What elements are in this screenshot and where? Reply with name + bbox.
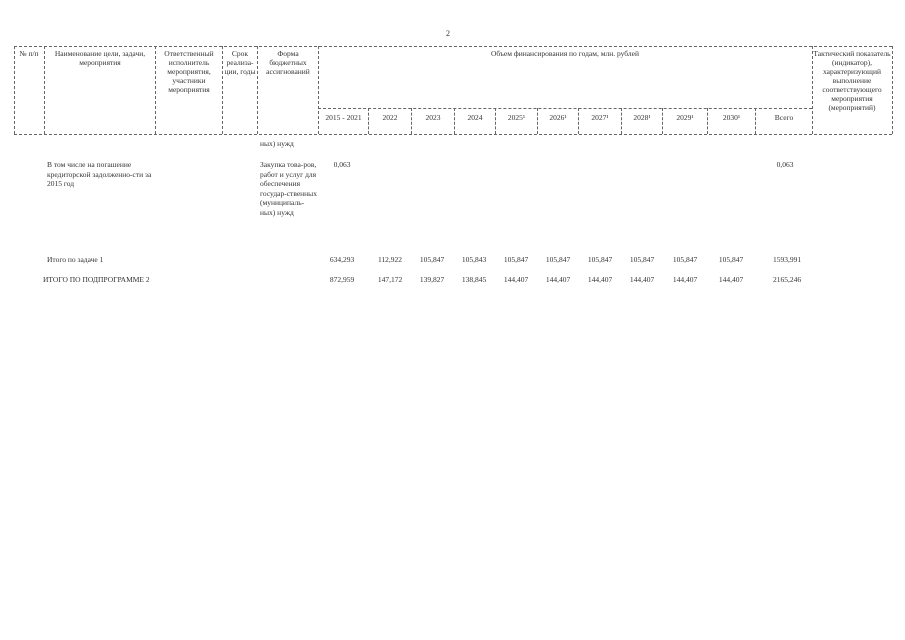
table-cell: 144,407 bbox=[587, 275, 613, 284]
table-cell: 144,407 bbox=[718, 275, 744, 284]
debt-row-2015-2021: 0,063 bbox=[333, 160, 351, 169]
year-2023: 2023 bbox=[425, 113, 441, 122]
year-2015-2021: 2015 - 2021 bbox=[325, 113, 362, 122]
table-cell: 105,847 bbox=[587, 255, 613, 264]
subprogram-total-label: ИТОГО ПО ПОДПРОГРАММЕ 2 bbox=[43, 275, 150, 284]
year-2026: 2026¹ bbox=[549, 113, 567, 122]
table-cell: 105,847 bbox=[672, 255, 698, 264]
table-cell: 105,847 bbox=[718, 255, 744, 264]
col-divider bbox=[14, 46, 15, 134]
year-2027: 2027¹ bbox=[591, 113, 609, 122]
col-divider bbox=[257, 46, 258, 134]
col-divider bbox=[222, 46, 223, 134]
table-cell: 105,843 bbox=[461, 255, 487, 264]
table-cell: 138,845 bbox=[461, 275, 487, 284]
table-cell: 105,847 bbox=[629, 255, 655, 264]
table-cell: 144,407 bbox=[629, 275, 655, 284]
header-form: Форма бюджетных ассигнований bbox=[266, 49, 310, 76]
year-2022: 2022 bbox=[382, 113, 398, 122]
years-top-border bbox=[318, 108, 812, 109]
year-total: Всего bbox=[774, 113, 794, 122]
task-total-label: Итого по задаче 1 bbox=[47, 255, 104, 264]
year-2028: 2028¹ bbox=[633, 113, 651, 122]
table-cell: 144,407 bbox=[545, 275, 571, 284]
table-cell: 2165,246 bbox=[772, 275, 802, 284]
table-cell: 144,407 bbox=[672, 275, 698, 284]
header-top-border bbox=[14, 46, 892, 47]
table-cell: 872,959 bbox=[329, 275, 355, 284]
col-divider bbox=[44, 46, 45, 134]
col-divider bbox=[892, 46, 893, 134]
year-2029: 2029¹ bbox=[676, 113, 694, 122]
header-indicator: Тактический показатель (индикатор), характеризующий выполнение соответствующего мероприятия (мероприятий) bbox=[813, 49, 891, 112]
header-name: Наименование цели, задачи, мероприятия bbox=[54, 49, 146, 67]
table-header bbox=[0, 46, 905, 136]
table-cell: 112,922 bbox=[377, 255, 403, 264]
table-cell: 105,847 bbox=[503, 255, 529, 264]
page-number: 2 bbox=[446, 29, 450, 38]
table-cell: 147,172 bbox=[377, 275, 403, 284]
header-term: Срок реализа-ции, годы bbox=[224, 49, 256, 76]
table-cell: 139,827 bbox=[419, 275, 445, 284]
table-cell: 144,407 bbox=[503, 275, 529, 284]
year-2024: 2024 bbox=[467, 113, 483, 122]
debt-row-name: В том числе на погашение кредиторской задолженно-сти за 2015 год bbox=[47, 160, 152, 188]
debt-row-total: 0,063 bbox=[776, 160, 794, 169]
table-cell: 105,847 bbox=[545, 255, 571, 264]
table-cell: 105,847 bbox=[419, 255, 445, 264]
col-divider bbox=[155, 46, 156, 134]
year-2025: 2025¹ bbox=[507, 113, 526, 122]
continued-text: ных) нужд bbox=[260, 139, 294, 148]
header-responsible: Ответственный исполнитель мероприятия, участники мероприятия bbox=[164, 49, 214, 94]
header-funding: Объем финансирования по годам, млн. рублей bbox=[490, 49, 640, 58]
table-cell: 634,293 bbox=[329, 255, 355, 264]
debt-row-form: Закупка това-ров, работ и услуг для обеспечения государ-ственных (муниципаль-ных) нужд bbox=[260, 160, 317, 217]
table-cell: 1593,991 bbox=[772, 255, 802, 264]
header-bottom-border bbox=[14, 134, 892, 135]
year-2030: 2030¹ bbox=[722, 113, 741, 122]
header-num: № п/п bbox=[19, 49, 39, 58]
